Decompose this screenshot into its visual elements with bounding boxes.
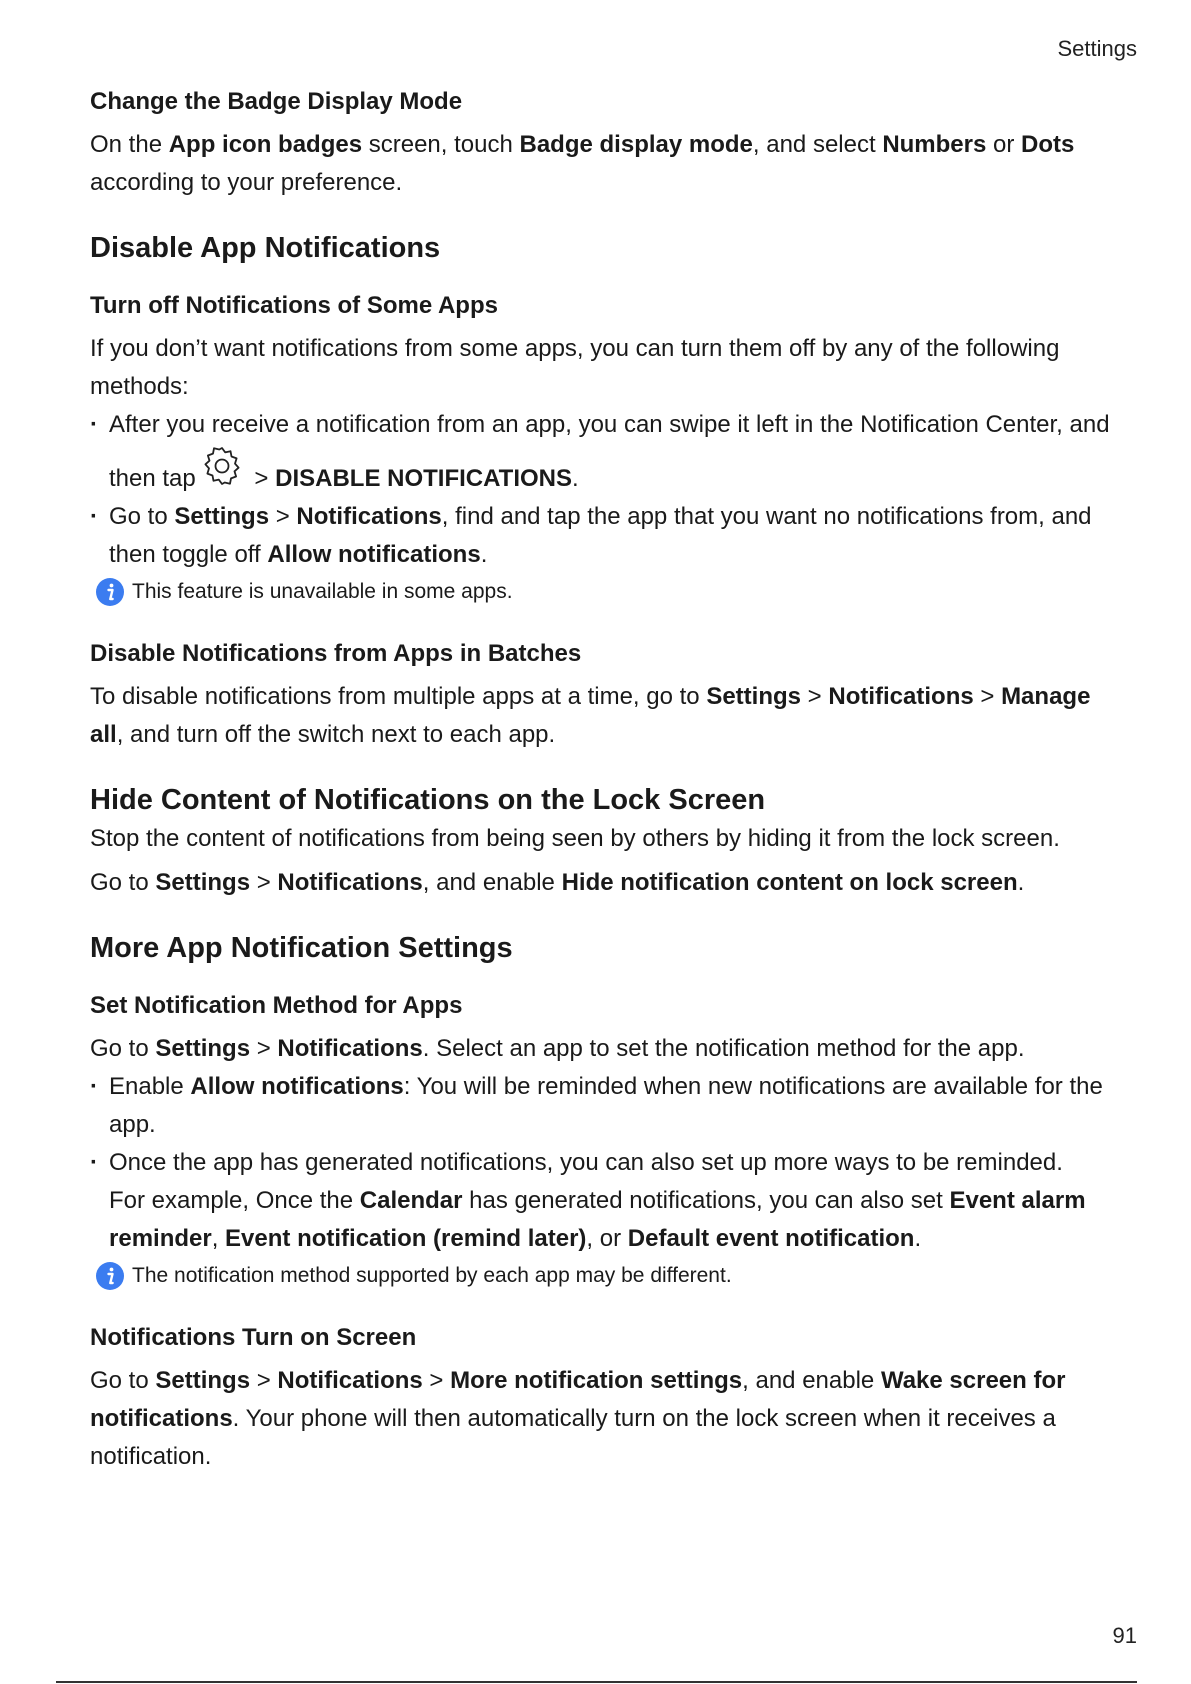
list-item: · Enable Allow notifications: You will be reminded when new notifications are available for the app. xyxy=(90,1068,1110,1144)
gear-icon xyxy=(200,444,244,488)
heading-set-notification-method: Set Notification Method for Apps xyxy=(90,992,463,1019)
list-item: · Once the app has generated notifications, you can also set up more ways to be reminded. For example, Once the Calendar has generated notifications, you can also set Event alarm reminder, Event notification (remind later), or Default event notification. xyxy=(90,1144,1110,1258)
list-item: · Go to Settings > Notifications, find and tap the app that you want no notifications from, and then toggle off Allow notifications. xyxy=(90,498,1110,574)
note-unavailable: This feature is unavailable in some apps. xyxy=(96,574,1110,610)
heading-disable-batches: Disable Notifications from Apps in Batches xyxy=(90,640,582,667)
document-body xyxy=(90,84,1110,1476)
heading-disable-app-notifications: Disable App Notifications xyxy=(90,232,441,264)
note-method-varies: The notification method supported by each app may be different. xyxy=(96,1258,1110,1294)
paragraph-hide-content: Stop the content of notifications from being seen by others by hiding it from the lock screen. xyxy=(90,825,1060,852)
list-item: · After you receive a notification from an app, you can swipe it left in the Notification Center, and then tap > DISABLE NOTIFICATIONS. xyxy=(90,406,1110,498)
paragraph-batches: To disable notifications from multiple apps at a time, go to Settings > Notifications > Manage all, and turn off the switch next to each app. xyxy=(90,683,1091,748)
paragraph-badge-mode: On the App icon badges screen, touch Badge display mode, and select Numbers or Dots according to your preference. xyxy=(90,131,1075,196)
notification-method-list xyxy=(90,1068,1110,1258)
paragraph-turn-off-intro: If you don’t want notifications from some apps, you can turn them off by any of the following methods: xyxy=(90,335,1060,400)
info-icon xyxy=(96,1262,124,1290)
section-header: Settings xyxy=(1057,36,1137,61)
heading-notifications-turn-on-screen: Notifications Turn on Screen xyxy=(90,1324,417,1351)
heading-hide-content-lock-screen: Hide Content of Notifications on the Lock Screen xyxy=(90,784,766,816)
footer-divider xyxy=(56,1681,1137,1683)
heading-turn-off-some-apps: Turn off Notifications of Some Apps xyxy=(90,292,498,319)
methods-list xyxy=(90,406,1110,574)
paragraph-wake-screen: Go to Settings > Notifications > More notification settings, and enable Wake screen for notifications. Your phone will then automatically turn on the lock screen when it receives a notification. xyxy=(90,1367,1066,1470)
heading-change-badge-display-mode: Change the Badge Display Mode xyxy=(90,88,463,115)
page-number: 91 xyxy=(1112,1623,1137,1648)
paragraph-hide-content-steps: Go to Settings > Notifications, and enable Hide notification content on lock screen. xyxy=(90,869,1025,896)
heading-more-app-notification-settings: More App Notification Settings xyxy=(90,932,513,964)
paragraph-notification-method: Go to Settings > Notifications. Select an app to set the notification method for the app. xyxy=(90,1035,1025,1062)
info-icon xyxy=(96,578,124,606)
